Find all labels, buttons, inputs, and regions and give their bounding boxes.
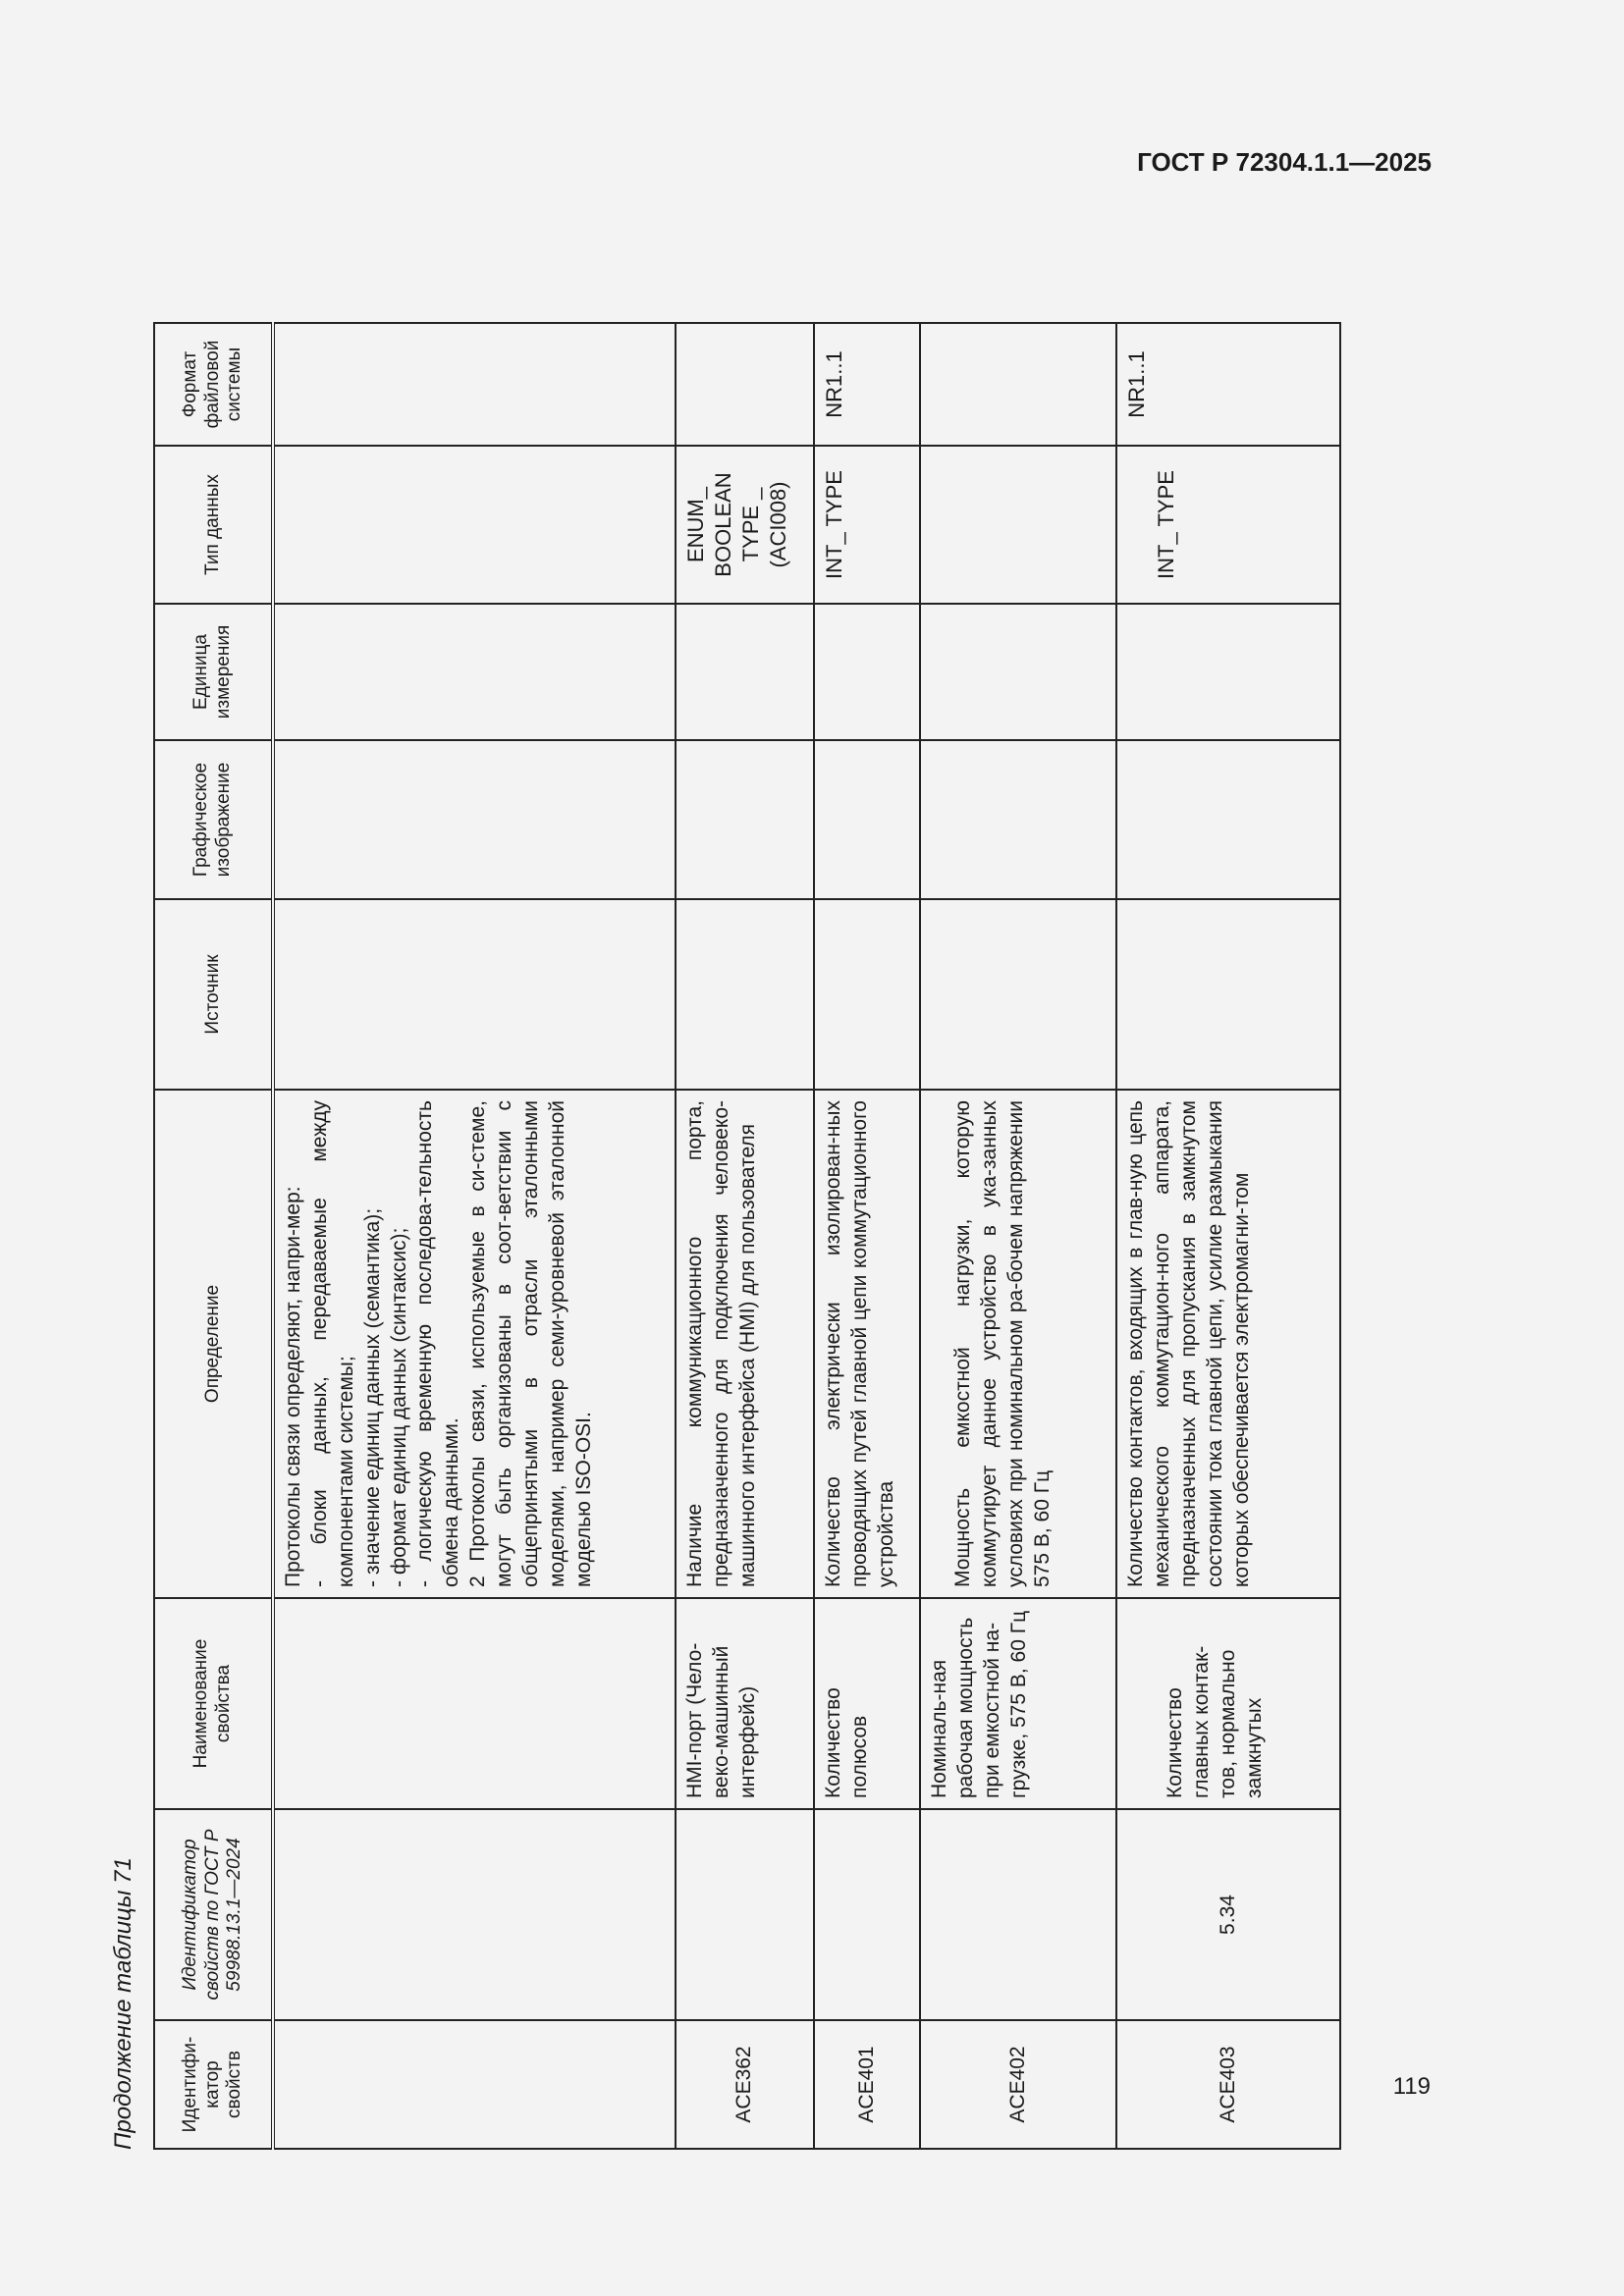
cell-unit bbox=[1116, 604, 1340, 740]
table-row bbox=[273, 323, 676, 2149]
cell-source bbox=[676, 899, 814, 1090]
cell-graphic bbox=[1116, 740, 1340, 899]
cell-fs-format: NR1..1 bbox=[1116, 323, 1340, 446]
cell-fs-format bbox=[920, 323, 1116, 446]
properties-table bbox=[153, 322, 1341, 2150]
cell-definition: Количество электрически изолирован-ных проводящих путей главной цепи коммутационного устройства bbox=[814, 1090, 920, 1598]
table-row bbox=[676, 323, 814, 2149]
cell-gost-id bbox=[920, 1809, 1116, 2020]
cell-graphic bbox=[814, 740, 920, 899]
cell-gost-id: 5.34 bbox=[1116, 1809, 1340, 2020]
header-fs-format: Формат файловой системы bbox=[154, 323, 273, 446]
table-row bbox=[814, 323, 920, 2149]
cell-name: HMI-порт (Чело-веко-машинный интерфейс) bbox=[676, 1598, 814, 1809]
cell-definition: Количество контактов, входящих в глав-ную цепь механического коммутацион-ного аппарата, предназначенных для пропускания в замкнутом состоянии тока главной цепи, усилие размыкания которых обеспечивается электромагни-том bbox=[1116, 1090, 1340, 1598]
cell-name: Номиналь-ная рабочая мощность при емкостной на-грузке, 575 В, 60 Гц bbox=[920, 1598, 1116, 1809]
cell-data-type bbox=[920, 446, 1116, 604]
header-gost-id: Идентификатор свойств по ГОСТ Р 59988.13.1—2024 bbox=[154, 1809, 273, 2020]
table-row bbox=[920, 323, 1116, 2149]
cell-source bbox=[814, 899, 920, 1090]
cell-id bbox=[273, 2020, 676, 2149]
header-graphic: Графическое изображение bbox=[154, 740, 273, 899]
cell-name: Количество полюсов bbox=[814, 1598, 920, 1809]
cell-data-type bbox=[273, 446, 676, 604]
cell-source bbox=[1116, 899, 1340, 1090]
cell-source bbox=[273, 899, 676, 1090]
document-code: ГОСТ Р 72304.1.1—2025 bbox=[1137, 147, 1432, 177]
header-name: Наименование свойства bbox=[154, 1598, 273, 1809]
cell-unit bbox=[814, 604, 920, 740]
cell-definition: Мощность емкостной нагрузки, которую коммутирует данное устройство в ука-занных условиях при номинальном ра-бочем напряжении 575 В, 60 Гц bbox=[920, 1090, 1116, 1598]
cell-graphic bbox=[273, 740, 676, 899]
header-data-type: Тип данных bbox=[154, 446, 273, 604]
cell-gost-id bbox=[814, 1809, 920, 2020]
cell-fs-format bbox=[273, 323, 676, 446]
cell-fs-format bbox=[676, 323, 814, 446]
cell-id: ACE401 bbox=[814, 2020, 920, 2149]
cell-source bbox=[920, 899, 1116, 1090]
cell-graphic bbox=[676, 740, 814, 899]
cell-gost-id bbox=[273, 1809, 676, 2020]
cell-id: ACE402 bbox=[920, 2020, 1116, 2149]
header-unit: Единица измерения bbox=[154, 604, 273, 740]
cell-unit bbox=[676, 604, 814, 740]
page-number: 119 bbox=[1392, 2073, 1431, 2100]
table-caption: Продолжение таблицы 71 bbox=[110, 1857, 136, 2150]
cell-fs-format: NR1..1 bbox=[814, 323, 920, 446]
cell-data-type: ENUM_ BOOLEAN TYPE _ (ACI008) bbox=[676, 446, 814, 604]
cell-id: ACE362 bbox=[676, 2020, 814, 2149]
cell-definition: Протоколы связи определяют, напри-мер: - блоки данных, передаваемые между компонентами системы; - значение единиц данных (семантика); - формат единиц данных (синтаксис); - логическую временную последова-тельность обмена данными. 2 Протоколы связи, используемые в си-стеме, могут быть организованы в соот-ветствии с общепринятыми в отрасли эталонными моделями, например семи-уровневой эталонной моделью ISO-OSI. bbox=[273, 1090, 676, 1598]
table-header-row bbox=[154, 323, 273, 2149]
header-id: Идентифи-катор свойств bbox=[154, 2020, 273, 2149]
cell-unit bbox=[273, 604, 676, 740]
cell-gost-id bbox=[676, 1809, 814, 2020]
cell-data-type: INT_ TYPE bbox=[814, 446, 920, 604]
cell-name bbox=[273, 1598, 676, 1809]
cell-graphic bbox=[920, 740, 1116, 899]
header-definition: Определение bbox=[154, 1090, 273, 1598]
header-source: Источник bbox=[154, 899, 273, 1090]
cell-unit bbox=[920, 604, 1116, 740]
cell-id: ACE403 bbox=[1116, 2020, 1340, 2149]
cell-data-type: INT_ TYPE bbox=[1116, 446, 1340, 604]
cell-name: Количество главных контак-тов, нормально замкнутых bbox=[1116, 1598, 1340, 1809]
cell-definition: Наличие коммуникационного порта, предназначенного для подключения человеко-машинного интерфейса (HMI) для пользователя bbox=[676, 1090, 814, 1598]
table-row bbox=[1116, 323, 1340, 2149]
rotated-table-area bbox=[98, 147, 1355, 2150]
